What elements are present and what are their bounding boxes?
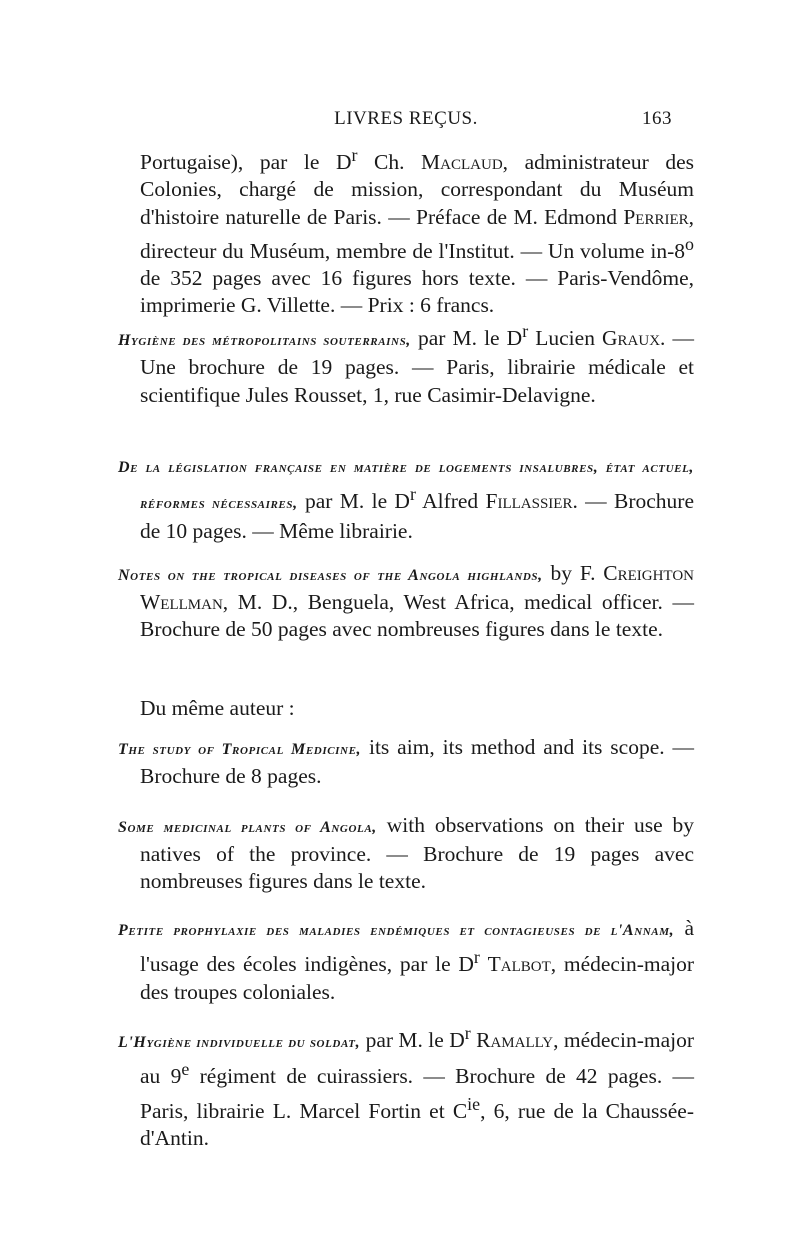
book-entry <box>118 812 694 896</box>
entry-text: . — Brochure de 10 pages. — Même librairie. <box>140 489 694 543</box>
entry-text: , 6, rue de la Chaussée-d'Antin. <box>140 1098 695 1151</box>
page-number: 163 <box>642 108 672 129</box>
entry-text: de 352 pages avec 16 figures hors texte. — Paris-Vendôme, imprimerie G. Villette. — Prix : 6 francs. <box>140 266 694 318</box>
entry-text: its aim, its method and its scope. — Brochure de 8 pages. <box>140 735 694 789</box>
entry-title: Petite prophylaxie des maladies endémiques et contagieuses de l'Annam, <box>118 922 675 939</box>
entry-text: par M. le D <box>360 1028 465 1053</box>
book-entry <box>118 318 694 409</box>
author-name: Fillassier <box>485 489 573 514</box>
entry-text: , directeur du Muséum, membre de l'Institut. — Un volume in-8 <box>140 204 694 263</box>
author-name: Perrier <box>623 204 689 229</box>
entry-title: Notes on the tropical diseases of the Angola highlands, <box>118 567 543 584</box>
entry-text: Du même auteur : <box>140 696 295 720</box>
entry-text: Ch. <box>357 150 422 175</box>
entry-text: by F. <box>542 561 604 585</box>
section-note <box>118 695 694 722</box>
entry-text <box>480 952 488 976</box>
entry-text: par M. le D <box>297 489 410 514</box>
book-entry <box>118 734 694 790</box>
entry-title: Some medicinal plants of Angola, <box>118 819 377 836</box>
entry-text: , M. D., Benguela, West Africa, medical officer. — Brochure de 50 pages avec nombreuses figures dans le texte. <box>140 590 694 642</box>
superscript: e <box>181 1059 190 1080</box>
entry-title: The study of Tropical Medicine, <box>118 741 362 758</box>
superscript: r <box>473 947 480 968</box>
superscript: r <box>464 1023 471 1043</box>
running-head <box>140 108 672 138</box>
entry-text: , médecin-major au 9 <box>140 1028 695 1089</box>
entry-text: with observations on their use by natives of the province. — Brochure de 19 pages avec nombreuses figures dans le texte. <box>140 813 694 894</box>
entry-text: Lucien <box>528 326 603 351</box>
entry-text: , médecin-major des troupes coloniales. <box>140 952 694 1004</box>
author-name: Ramally <box>476 1028 554 1053</box>
author-name: Graux <box>602 326 661 351</box>
book-entry <box>118 452 694 545</box>
superscript: ie <box>467 1093 481 1114</box>
entry-text: . — Une brochure de 19 pages. — Paris, librairie médicale et scientifique Jules Rousset, 1, rue Casimir-Delavigne. <box>140 326 694 407</box>
superscript: o <box>685 233 694 254</box>
running-title: LIVRES REÇUS. <box>334 108 478 129</box>
entry-text: Portugaise), par le D <box>140 150 352 175</box>
entry-title: Hygiène des métropolitains souterrains, <box>118 332 411 350</box>
entry-title: De la législation française en matière de logements insalubres, état actuel, réformes nécessaires, <box>118 459 694 513</box>
author-name: Talbot <box>487 952 551 977</box>
entry-text: à l'usage des écoles indigènes, par le D <box>140 916 694 977</box>
continued-entry <box>118 142 694 320</box>
entry-text: Alfred <box>415 489 486 514</box>
superscript: r <box>351 145 358 165</box>
book-entry <box>118 915 694 1006</box>
superscript: r <box>522 321 529 341</box>
entry-text: , administrateur des Colonies, chargé de mission, correspondant du Muséum d'histoire naturelle de Paris. — Préface de M. Edmond <box>140 150 695 229</box>
superscript: r <box>409 484 416 505</box>
entry-title: L'Hygiène individuelle du soldat, <box>118 1034 361 1052</box>
author-name: Creighton Wellman <box>140 561 694 615</box>
author-name: Maclaud <box>421 150 503 175</box>
entry-text: régiment de cuirassiers. — Brochure de 42 pages. — Paris, librairie L. Marcel Fortin et C <box>140 1064 694 1123</box>
entry-text: par M. le D <box>410 326 523 351</box>
book-entry <box>118 1020 694 1152</box>
book-entry <box>118 560 694 644</box>
